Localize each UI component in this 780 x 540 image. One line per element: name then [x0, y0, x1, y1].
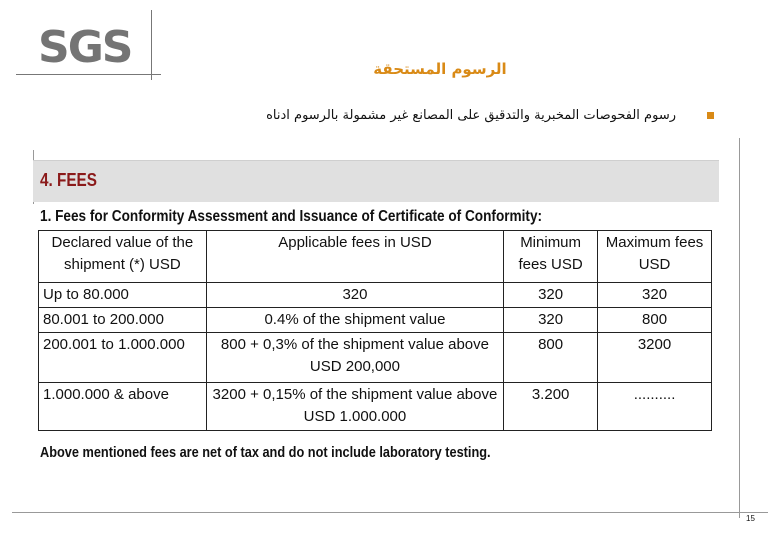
header-applicable-fees: Applicable fees in USD [206, 231, 503, 283]
sgs-logo-text: SGS [38, 22, 132, 73]
table-header-row [39, 231, 712, 283]
cell-minimum-fees: 320 [504, 308, 598, 333]
cell-applicable-fees: 800 + 0,3% of the shipment value above USD 200,000 [206, 333, 503, 383]
cell-applicable-fees: 0.4% of the shipment value [206, 308, 503, 333]
header-maximum-fees: Maximum fees USD [598, 231, 712, 283]
cell-maximum-fees: 320 [598, 283, 712, 308]
cell-maximum-fees: 800 [598, 308, 712, 333]
right-divider [739, 138, 740, 518]
cell-applicable-fees: 3200 + 0,15% of the shipment value above USD 1.000.000 [206, 383, 503, 431]
cell-maximum-fees: .......... [598, 383, 712, 431]
sgs-logo [16, 10, 166, 82]
cell-applicable-fees: 320 [206, 283, 503, 308]
fees-note: Above mentioned fees are net of tax and do not include laboratory testing. [40, 444, 491, 461]
fees-heading: 4. FEES [40, 170, 97, 190]
table-row [39, 383, 712, 431]
cell-declared-value: Up to 80.000 [39, 283, 207, 308]
logo-vertical-line [151, 10, 152, 80]
header-declared-value: Declared value of the shipment (*) USD [39, 231, 207, 283]
page-number: 15 [746, 514, 755, 523]
cell-minimum-fees: 320 [504, 283, 598, 308]
table-row [39, 283, 712, 308]
bullet-text: رسوم الفحوصات المخبرية والتدقيق على المصانع غير مشمولة بالرسوم ادناه [266, 108, 676, 123]
header-minimum-fees: Minimum fees USD [504, 231, 598, 283]
cell-minimum-fees: 800 [504, 333, 598, 383]
cell-minimum-fees: 3.200 [504, 383, 598, 431]
cell-maximum-fees: 3200 [598, 333, 712, 383]
cell-declared-value: 80.001 to 200.000 [39, 308, 207, 333]
slide-title: الرسوم المستحقة [373, 60, 507, 78]
bullet-square-icon [707, 112, 714, 119]
section-title: 1. Fees for Conformity Assessment and Issuance of Certificate of Conformity: [40, 208, 543, 225]
logo-horizontal-line [16, 74, 161, 75]
table-row [39, 333, 712, 383]
fees-table [38, 230, 712, 431]
cell-declared-value: 1.000.000 & above [39, 383, 207, 431]
footer-divider [12, 512, 768, 513]
cell-declared-value: 200.001 to 1.000.000 [39, 333, 207, 383]
table-row [39, 308, 712, 333]
doc-heading-band [33, 160, 719, 202]
